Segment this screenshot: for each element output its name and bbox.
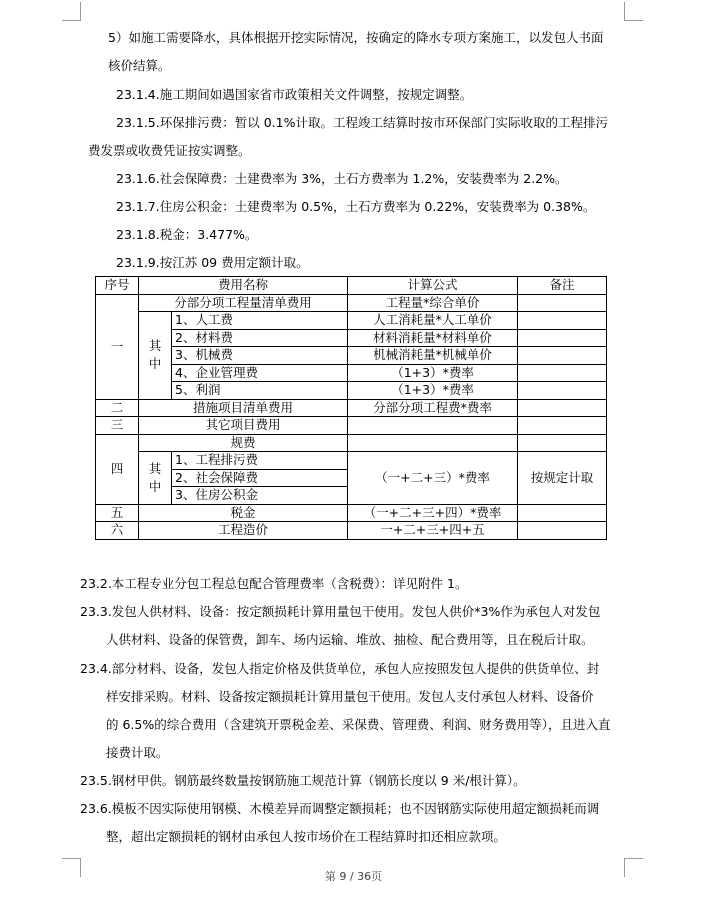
formula-cell — [348, 417, 518, 435]
formula-cell: （一+二+三+四）*费率 — [348, 504, 518, 522]
fee-name-cell: 3、住房公积金 — [172, 487, 348, 505]
table-row — [96, 522, 607, 540]
paragraph-line: 的 6.5%的综合费用（含建筑开票税金差、采保费、管理费、利润、财务费用等），且进入直 — [106, 717, 611, 732]
paragraph-line: 23.2.本工程专业分包工程总包配合管理费率（含税费）：详见附件 1。 — [80, 576, 468, 591]
row-number: 二 — [96, 399, 139, 417]
row-number: 一 — [96, 294, 139, 399]
fee-name-cell: 5、利润 — [172, 382, 348, 400]
note-cell — [518, 312, 607, 330]
formula-cell — [348, 434, 518, 452]
paragraph-line: 接费计取。 — [106, 745, 169, 760]
paragraph-line: 整，超出定额损耗的钢材由承包人按市场价在工程结算时扣还相应款项。 — [106, 829, 507, 844]
note-cell — [518, 329, 607, 347]
table-row — [96, 504, 607, 522]
note-cell — [518, 294, 607, 312]
table-row — [96, 312, 607, 330]
note-cell — [518, 417, 607, 435]
note-cell — [518, 434, 607, 452]
header-cell: 计算公式 — [348, 277, 518, 295]
table-row — [96, 347, 607, 365]
formula-cell: 机械消耗量*机械单价 — [348, 347, 518, 365]
header-cell: 备注 — [518, 277, 607, 295]
paragraph-line: 23.1.9.按江苏 09 费用定额计取。 — [116, 255, 309, 270]
note-cell — [518, 399, 607, 417]
note-cell — [518, 364, 607, 382]
paragraph-line: 23.1.6.社会保障费：土建费率为 3%，土石方费率为 1.2%，安装费率为 2.2%。 — [116, 171, 568, 186]
formula-cell: 工程量*综合单价 — [348, 294, 518, 312]
note-cell — [518, 504, 607, 522]
note-cell — [518, 347, 607, 365]
table-row — [96, 417, 607, 435]
row-number: 三 — [96, 417, 139, 435]
paragraph-line: 人供材料、设备的保管费，卸车、场内运输、堆放、抽检、配合费用等，且在税后计取。 — [106, 632, 594, 647]
paragraph-line: 23.4.部分材料、设备，发包人指定价格及供货单位，承包人应按照发包人提供的供货单位、封 — [80, 661, 600, 676]
fee-name-cell: 分部分项工程量清单费用 — [139, 294, 348, 312]
fee-name-cell: 2、材料费 — [172, 329, 348, 347]
sub-label-cell — [139, 452, 172, 505]
table-row — [96, 364, 607, 382]
table-row — [96, 452, 607, 470]
formula-cell: （1+3）*费率 — [348, 364, 518, 382]
table-row — [96, 294, 607, 312]
fee-name-cell: 1、人工费 — [172, 312, 348, 330]
formula-cell: （1+3）*费率 — [348, 382, 518, 400]
paragraph-line: 23.1.5.环保排污费：暂以 0.1%计取。工程竣工结算时按市环保部门实际收取的工程排污 — [116, 115, 608, 130]
formula-cell: 人工消耗量*人工单价 — [348, 312, 518, 330]
formula-cell: （一+二+三）*费率 — [348, 452, 518, 505]
paragraph-line: 样安排采购。材料、设备按定额损耗计算用量包干使用。发包人支付承包人材料、设备价 — [106, 689, 594, 704]
fee-name-cell: 规费 — [139, 434, 348, 452]
paragraph-line: 核价结算。 — [108, 58, 171, 73]
table-row — [96, 382, 607, 400]
table-row — [96, 399, 607, 417]
fee-name-cell: 4、企业管理费 — [172, 364, 348, 382]
paragraph-line: 23.5.钢材甲供。钢筋最终数量按钢筋施工规范计算（钢筋长度以 9 米/根计算）。 — [80, 773, 526, 788]
fee-name-cell: 2、社会保障费 — [172, 469, 348, 487]
fee-name-cell: 工程造价 — [139, 522, 348, 540]
sub-label: 其中 — [148, 338, 162, 372]
fee-name-cell: 措施项目清单费用 — [139, 399, 348, 417]
table-header-row — [96, 277, 607, 295]
fee-name-cell: 其它项目费用 — [139, 417, 348, 435]
formula-cell: 一+二+三+四+五 — [348, 522, 518, 540]
row-number: 五 — [96, 504, 139, 522]
paragraph-line: 23.1.7.住房公积金：土建费率为 0.5%，土石方费率为 0.22%，安装费率为 0.38%。 — [116, 199, 596, 214]
fee-name-cell: 3、机械费 — [172, 347, 348, 365]
paragraph-line: 23.6.模板不因实际使用钢模、木模差异而调整定额损耗；也不因钢筋实际使用超定额损耗而调 — [80, 801, 600, 816]
table-row — [96, 434, 607, 452]
crop-mark-top-right — [624, 2, 643, 21]
paragraph-line: 费发票或收费凭证按实调整。 — [88, 143, 251, 158]
paragraph-line: 23.3.发包人供材料、设备：按定额损耗计算用量包干使用。发包人供价*3%作为承包人对发包 — [80, 604, 601, 619]
row-number: 四 — [96, 434, 139, 504]
table-row — [96, 329, 607, 347]
header-cell: 费用名称 — [139, 277, 348, 295]
fee-name-cell: 税金 — [139, 504, 348, 522]
paragraph-line: 23.1.4.施工期间如遇国家省市政策相关文件调整，按规定调整。 — [116, 87, 473, 102]
header-cell: 序号 — [96, 277, 139, 295]
note-cell — [518, 382, 607, 400]
paragraph-line: 23.1.8.税金：3.477%。 — [116, 227, 258, 242]
fee-name-cell: 1、工程排污费 — [172, 452, 348, 470]
page-number: 第 9 / 36页 — [324, 870, 383, 883]
sub-label: 其中 — [148, 460, 162, 494]
fee-table — [95, 276, 607, 540]
crop-mark-top-left — [62, 2, 81, 21]
note-cell — [518, 522, 607, 540]
row-number: 六 — [96, 522, 139, 540]
formula-cell: 分部分项工程费*费率 — [348, 399, 518, 417]
sub-label-cell — [139, 312, 172, 400]
paragraph-line: 5）如施工需要降水，具体根据开挖实际情况，按确定的降水专项方案施工，以发包人书面 — [108, 30, 604, 45]
note-cell: 按规定计取 — [518, 452, 607, 505]
formula-cell: 材料消耗量*材料单价 — [348, 329, 518, 347]
